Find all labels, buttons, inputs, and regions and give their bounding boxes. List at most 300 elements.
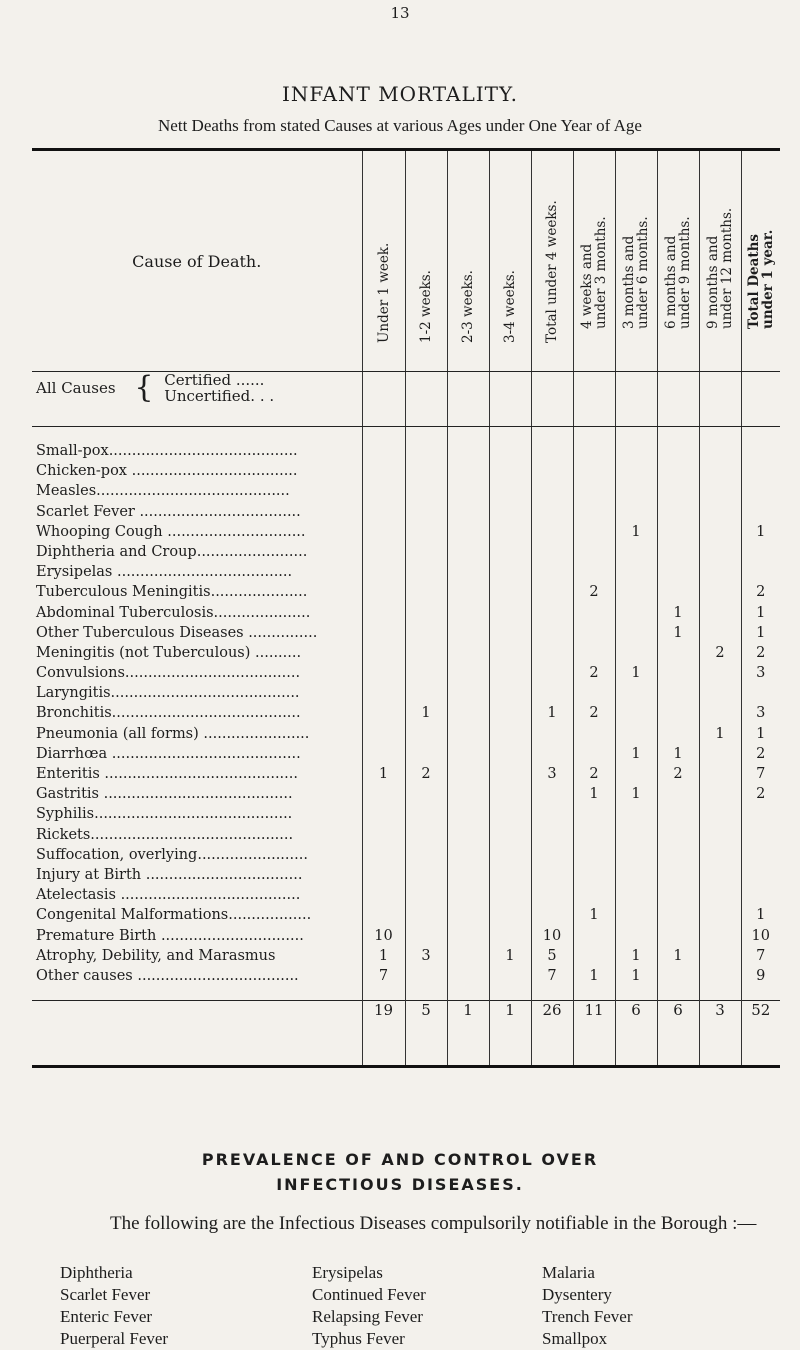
value-cell: 1	[699, 724, 741, 744]
value-cell	[362, 744, 405, 764]
value-cell	[489, 703, 531, 723]
value-cell: 10	[531, 926, 573, 946]
value-cell	[362, 643, 405, 663]
value-cell	[362, 905, 405, 925]
disease-item: Puerperal Fever	[60, 1329, 169, 1348]
value-cell	[362, 825, 405, 845]
table-row	[32, 562, 780, 582]
value-cell	[573, 744, 615, 764]
value-cell: 1	[615, 522, 657, 542]
value-cell	[489, 804, 531, 824]
value-cell	[657, 562, 699, 582]
value-cell	[657, 724, 699, 744]
value-cell: 1	[615, 663, 657, 683]
value-cell	[741, 461, 780, 481]
value-cell	[615, 764, 657, 784]
total-cell: 11	[573, 1001, 615, 1067]
value-cell: 1	[573, 784, 615, 804]
value-cell	[573, 461, 615, 481]
value-cell	[362, 845, 405, 865]
table-row	[32, 461, 780, 481]
cause-cell: Congenital Malformations..................	[36, 907, 312, 924]
value-cell: 1	[741, 522, 780, 542]
disease-item: Typhus Fever	[312, 1329, 405, 1348]
value-cell	[615, 461, 657, 481]
value-cell: 2	[699, 643, 741, 663]
table-row	[32, 683, 780, 703]
cause-column-header: Cause of Death.	[32, 150, 362, 372]
value-cell	[447, 865, 489, 885]
cause-cell: Convulsions......................................	[36, 665, 301, 682]
value-cell	[447, 926, 489, 946]
table-row	[32, 663, 780, 683]
value-cell	[405, 804, 447, 824]
table-row	[32, 542, 780, 562]
value-cell	[741, 865, 780, 885]
diseases-column-2	[312, 1262, 426, 1350]
cause-cell: Gastritis .........................................	[36, 786, 293, 803]
value-cell	[573, 926, 615, 946]
value-cell	[741, 441, 780, 461]
value-cell	[573, 643, 615, 663]
value-cell	[362, 542, 405, 562]
value-cell: 7	[362, 966, 405, 986]
value-cell	[573, 542, 615, 562]
section-intro	[60, 1212, 780, 1236]
uncertified-label: Uncertified. . .	[164, 387, 275, 405]
value-cell	[489, 481, 531, 501]
value-cell	[447, 502, 489, 522]
value-cell	[615, 825, 657, 845]
col-header-label: Total Deaths under 1 year.	[745, 229, 776, 329]
value-cell: 2	[741, 582, 780, 602]
value-cell	[447, 542, 489, 562]
value-cell	[405, 825, 447, 845]
value-cell	[531, 784, 573, 804]
value-cell	[699, 946, 741, 966]
value-cell: 1	[489, 946, 531, 966]
cause-cell: Rickets............................................	[36, 826, 294, 843]
value-cell	[405, 663, 447, 683]
disease-item: Trench Fever	[542, 1307, 633, 1326]
table-row	[32, 744, 780, 764]
value-cell	[657, 825, 699, 845]
value-cell: 1	[741, 603, 780, 623]
value-cell	[447, 744, 489, 764]
table-row	[32, 804, 780, 824]
cause-cell: Suffocation, overlying........................	[36, 846, 308, 863]
value-cell	[657, 865, 699, 885]
cause-cell: Scarlet Fever ...................................	[36, 503, 301, 520]
value-cell	[489, 926, 531, 946]
table-row	[32, 946, 780, 966]
value-cell	[699, 502, 741, 522]
value-cell	[531, 643, 573, 663]
value-cell	[573, 522, 615, 542]
value-cell	[531, 441, 573, 461]
value-cell	[657, 845, 699, 865]
value-cell	[531, 663, 573, 683]
value-cell	[362, 522, 405, 542]
value-cell: 1	[573, 905, 615, 925]
value-cell	[405, 582, 447, 602]
value-cell	[489, 784, 531, 804]
value-cell	[699, 845, 741, 865]
value-cell	[573, 481, 615, 501]
disease-item: Smallpox	[542, 1329, 608, 1348]
value-cell	[447, 905, 489, 925]
total-cell: 1	[489, 1001, 531, 1067]
value-cell	[362, 481, 405, 501]
value-cell	[447, 946, 489, 966]
value-cell	[447, 825, 489, 845]
value-cell	[615, 441, 657, 461]
table-row	[32, 522, 780, 542]
value-cell	[741, 542, 780, 562]
disease-item: Continued Fever	[312, 1285, 426, 1304]
col-header-label: 2-3 weeks.	[460, 270, 476, 343]
value-cell	[531, 502, 573, 522]
value-cell	[447, 683, 489, 703]
value-cell	[699, 905, 741, 925]
col-header	[657, 150, 699, 372]
value-cell	[699, 542, 741, 562]
value-cell	[699, 582, 741, 602]
value-cell	[573, 562, 615, 582]
value-cell: 1	[362, 764, 405, 784]
col-header	[362, 150, 405, 372]
value-cell	[405, 744, 447, 764]
value-cell: 7	[741, 946, 780, 966]
table-row	[32, 603, 780, 623]
value-cell	[573, 865, 615, 885]
value-cell	[615, 703, 657, 723]
table-row	[32, 481, 780, 501]
cause-cell: Atrophy, Debility, and Marasmus	[36, 947, 276, 964]
value-cell	[447, 643, 489, 663]
value-cell	[362, 461, 405, 481]
value-cell: 1	[615, 946, 657, 966]
all-causes-name: All Causes	[36, 379, 116, 397]
value-cell	[447, 481, 489, 501]
cause-cell: Pneumonia (all forms) .......................	[36, 725, 310, 742]
value-cell	[362, 724, 405, 744]
value-cell	[531, 865, 573, 885]
value-cell	[573, 845, 615, 865]
value-cell	[447, 623, 489, 643]
value-cell	[615, 643, 657, 663]
value-cell	[615, 885, 657, 905]
value-cell	[362, 582, 405, 602]
value-cell	[405, 542, 447, 562]
value-cell	[657, 784, 699, 804]
value-cell	[699, 461, 741, 481]
value-cell: 1	[741, 623, 780, 643]
value-cell	[531, 683, 573, 703]
table-row	[32, 825, 780, 845]
value-cell: 1	[615, 784, 657, 804]
total-cell: 5	[405, 1001, 447, 1067]
table-row	[32, 502, 780, 522]
value-cell	[447, 845, 489, 865]
value-cell	[573, 441, 615, 461]
value-cell	[615, 905, 657, 925]
cause-cell: Atelectasis .......................................	[36, 887, 301, 904]
value-cell	[573, 724, 615, 744]
value-cell	[699, 663, 741, 683]
value-cell	[699, 926, 741, 946]
col-header	[405, 150, 447, 372]
value-cell: 1	[657, 623, 699, 643]
value-cell: 10	[741, 926, 780, 946]
value-cell	[531, 804, 573, 824]
cause-cell: Small-pox.........................................	[36, 443, 298, 459]
cause-cell: Abdominal Tuberculosis.....................	[36, 604, 311, 621]
table-row	[32, 441, 780, 461]
value-cell	[657, 804, 699, 824]
value-cell	[531, 744, 573, 764]
value-cell: 3	[741, 663, 780, 683]
value-cell	[657, 643, 699, 663]
value-cell	[405, 623, 447, 643]
value-cell: 3	[531, 764, 573, 784]
table-row	[32, 885, 780, 905]
total-cell: 3	[699, 1001, 741, 1067]
value-cell	[447, 461, 489, 481]
value-cell	[447, 562, 489, 582]
value-cell	[447, 441, 489, 461]
value-cell	[405, 865, 447, 885]
table-row	[32, 703, 780, 723]
value-cell	[741, 683, 780, 703]
value-cell: 1	[615, 744, 657, 764]
section-heading-line2: INFECTIOUS DISEASES.	[276, 1175, 524, 1194]
table-row	[32, 926, 780, 946]
value-cell	[741, 481, 780, 501]
value-cell	[741, 825, 780, 845]
value-cell	[489, 603, 531, 623]
value-cell	[531, 481, 573, 501]
cause-cell: Tuberculous Meningitis.....................	[36, 584, 308, 601]
table-row	[32, 784, 780, 804]
value-cell	[447, 966, 489, 986]
value-cell	[657, 542, 699, 562]
value-cell	[489, 744, 531, 764]
value-cell	[405, 481, 447, 501]
value-cell	[615, 481, 657, 501]
cause-cell: Laryngitis.........................................	[36, 685, 300, 702]
value-cell	[362, 865, 405, 885]
value-cell: 2	[657, 764, 699, 784]
value-cell	[615, 804, 657, 824]
value-cell	[741, 885, 780, 905]
value-cell	[362, 603, 405, 623]
all-causes-row	[32, 372, 780, 427]
value-cell	[615, 926, 657, 946]
value-cell	[362, 441, 405, 461]
value-cell	[657, 966, 699, 986]
value-cell: 2	[573, 703, 615, 723]
value-cell	[657, 481, 699, 501]
value-cell	[405, 784, 447, 804]
value-cell	[573, 946, 615, 966]
value-cell	[531, 623, 573, 643]
value-cell	[699, 764, 741, 784]
value-cell	[699, 522, 741, 542]
value-cell: 10	[362, 926, 405, 946]
value-cell	[447, 582, 489, 602]
value-cell	[362, 562, 405, 582]
value-cell	[657, 522, 699, 542]
value-cell: 5	[531, 946, 573, 966]
page-number: 13	[390, 4, 410, 22]
table-row	[32, 643, 780, 663]
table-header-row	[32, 150, 780, 372]
value-cell	[615, 845, 657, 865]
total-cell: 26	[531, 1001, 573, 1067]
value-cell	[362, 703, 405, 723]
value-cell	[489, 542, 531, 562]
value-cell: 1	[531, 703, 573, 723]
value-cell	[405, 683, 447, 703]
section-heading	[0, 1147, 800, 1197]
table-row	[32, 966, 780, 986]
value-cell: 1	[657, 946, 699, 966]
value-cell	[615, 623, 657, 643]
value-cell	[615, 683, 657, 703]
value-cell	[615, 502, 657, 522]
value-cell	[489, 441, 531, 461]
col-header-label: 1-2 weeks.	[418, 270, 434, 343]
col-header	[447, 150, 489, 372]
value-cell: 1	[657, 603, 699, 623]
cause-cell: Bronchitis.........................................	[36, 705, 301, 722]
cause-cell: Premature Birth ...............................	[36, 927, 304, 944]
value-cell	[531, 582, 573, 602]
value-cell	[531, 461, 573, 481]
value-cell	[699, 885, 741, 905]
value-cell: 2	[573, 582, 615, 602]
value-cell: 9	[741, 966, 780, 986]
value-cell	[447, 603, 489, 623]
value-cell	[531, 542, 573, 562]
diseases-column-1	[60, 1262, 168, 1350]
value-cell	[615, 724, 657, 744]
value-cell	[699, 623, 741, 643]
value-cell	[362, 885, 405, 905]
value-cell	[405, 643, 447, 663]
value-cell	[447, 804, 489, 824]
value-cell	[573, 502, 615, 522]
value-cell	[362, 804, 405, 824]
table-row	[32, 905, 780, 925]
cause-cell: Diphtheria and Croup........................	[36, 543, 308, 560]
value-cell	[531, 562, 573, 582]
value-cell	[405, 724, 447, 744]
value-cell	[447, 885, 489, 905]
table-row	[32, 724, 780, 744]
value-cell: 1	[741, 905, 780, 925]
cause-cell: Whooping Cough ..............................	[36, 523, 306, 540]
value-cell	[657, 703, 699, 723]
value-cell	[489, 865, 531, 885]
value-cell	[447, 703, 489, 723]
cause-cell: Erysipelas ......................................	[36, 564, 293, 581]
value-cell	[699, 966, 741, 986]
value-cell	[657, 582, 699, 602]
value-cell	[405, 461, 447, 481]
value-cell	[405, 845, 447, 865]
disease-item: Scarlet Fever	[60, 1285, 151, 1304]
value-cell	[573, 683, 615, 703]
value-cell	[447, 764, 489, 784]
cause-cell: Other Tuberculous Diseases ...............	[36, 624, 318, 641]
value-cell: 2	[741, 784, 780, 804]
value-cell	[405, 603, 447, 623]
value-cell	[699, 441, 741, 461]
value-cell	[657, 885, 699, 905]
intro-text: The following are the Infectious Diseases compulsorily notifiable in the Borough :—	[110, 1213, 757, 1234]
page-subtitle: Nett Deaths from stated Causes at various Ages under One Year of Age	[158, 116, 642, 135]
cause-cell: Syphilis...........................................	[36, 806, 293, 823]
value-cell	[405, 562, 447, 582]
col-header-label: Total under 4 weeks.	[544, 200, 560, 343]
value-cell	[699, 865, 741, 885]
value-cell	[615, 542, 657, 562]
col-header	[531, 150, 573, 372]
value-cell	[489, 461, 531, 481]
value-cell	[489, 582, 531, 602]
value-cell	[447, 522, 489, 542]
value-cell	[615, 865, 657, 885]
value-cell	[615, 562, 657, 582]
page-title: INFANT MORTALITY.	[282, 82, 518, 106]
value-cell	[405, 926, 447, 946]
disease-item: Dysentery	[542, 1285, 612, 1304]
value-cell	[573, 603, 615, 623]
value-cell	[699, 744, 741, 764]
value-cell	[489, 683, 531, 703]
col-header	[489, 150, 531, 372]
value-cell	[489, 905, 531, 925]
value-cell	[741, 562, 780, 582]
table-row	[32, 582, 780, 602]
value-cell	[741, 502, 780, 522]
col-header	[573, 150, 615, 372]
totals-row	[32, 1001, 780, 1067]
value-cell	[657, 683, 699, 703]
diseases-column-3	[542, 1262, 633, 1350]
value-cell	[447, 724, 489, 744]
value-cell: 1	[741, 724, 780, 744]
value-cell	[531, 603, 573, 623]
value-cell	[489, 966, 531, 986]
value-cell	[741, 845, 780, 865]
value-cell	[531, 885, 573, 905]
value-cell	[489, 562, 531, 582]
disease-item: Erysipelas	[312, 1263, 383, 1282]
value-cell	[362, 623, 405, 643]
value-cell	[489, 643, 531, 663]
value-cell	[657, 905, 699, 925]
value-cell	[405, 522, 447, 542]
value-cell	[405, 441, 447, 461]
value-cell	[573, 825, 615, 845]
disease-item: Relapsing Fever	[312, 1307, 423, 1326]
value-cell	[657, 502, 699, 522]
value-cell	[657, 461, 699, 481]
cause-cell: Meningitis (not Tuberculous) ..........	[36, 644, 302, 661]
